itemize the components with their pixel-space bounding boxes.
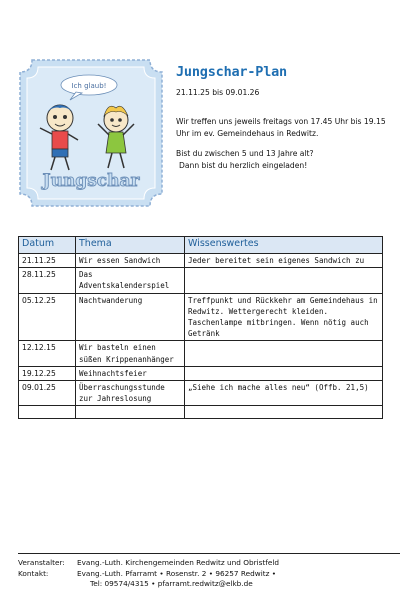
invitation-line-2: Dann bist du herzlich eingeladen! [179, 160, 308, 170]
header-datum: Datum [19, 237, 76, 254]
row-date: 28.11.25 [19, 268, 76, 293]
row-info: Jeder bereitet sein eigenes Sandwich zu [185, 254, 383, 268]
row-topic: Wir basteln einen süßen Krippenanhänger [76, 341, 185, 366]
organizer-text: Evang.-Luth. Kirchengemeinden Redwitz und Obristfeld [77, 558, 279, 567]
page-title: Jungschar-Plan [176, 64, 287, 80]
row-date [19, 406, 76, 419]
table-header-row [19, 237, 383, 254]
table-row [19, 268, 383, 293]
footer-divider [18, 553, 400, 554]
row-info: „Siehe ich mache alles neu“ (Offb. 21,5) [185, 381, 383, 406]
footer [18, 558, 279, 590]
row-date: 12.12.15 [19, 341, 76, 366]
intro-text: Wir treffen uns jeweils freitags von 17.45 Uhr bis 19.15 Uhr im ev. Gemeindehaus in Redwitz. [176, 117, 386, 138]
row-info [185, 341, 383, 366]
header-wissenswertes: Wissenswertes [185, 237, 383, 254]
row-topic: Wir essen Sandwich [76, 254, 185, 268]
table-row [19, 381, 383, 406]
row-date: 05.12.25 [19, 293, 76, 341]
contact-text: Evang.-Luth. Pfarramt • Rosenstr. 2 • 96257 Redwitz • [77, 568, 277, 578]
row-date: 21.11.25 [19, 254, 76, 268]
contact-label: Kontakt: [18, 568, 49, 578]
row-date: 19.12.25 [19, 366, 76, 380]
logo-banner-text: Jungschar [42, 171, 140, 191]
table-row [19, 341, 383, 366]
table-row [19, 293, 383, 341]
row-date: 09.01.25 [19, 381, 76, 406]
table-row [19, 254, 383, 268]
row-info [185, 366, 383, 380]
row-topic: Weihnachtsfeier [76, 366, 185, 380]
organizer-label: Veranstalter: [18, 558, 65, 567]
contact-phone-email: Tel: 09574/4315 • pfarramt.redwitz@elkb.de [90, 579, 253, 588]
header-thema: Thema [76, 237, 185, 254]
date-range: 21.11.25 bis 09.01.26 [176, 88, 260, 97]
schedule-table [18, 236, 383, 419]
invitation-text [176, 148, 398, 171]
row-topic: Überraschungsstunde zur Jahreslosung [76, 381, 185, 406]
row-topic [76, 406, 185, 419]
row-topic: Nachtwanderung [76, 293, 185, 341]
table-row [19, 406, 383, 419]
table-row [19, 366, 383, 380]
row-topic: Das Adventskalenderspiel [76, 268, 185, 293]
row-info [185, 268, 383, 293]
speech-bubble-text: Ich glaub! [71, 82, 107, 90]
row-info: Treffpunkt und Rückkehr am Gemeindehaus in Redwitz. Wettergerecht kleiden. Taschenlampe mitbringen. Wenn nötig auch Getränk [185, 293, 383, 341]
row-info [185, 406, 383, 419]
jungschar-logo [18, 58, 164, 208]
invitation-line-1: Bist du zwischen 5 und 13 Jahre alt? [176, 149, 314, 158]
